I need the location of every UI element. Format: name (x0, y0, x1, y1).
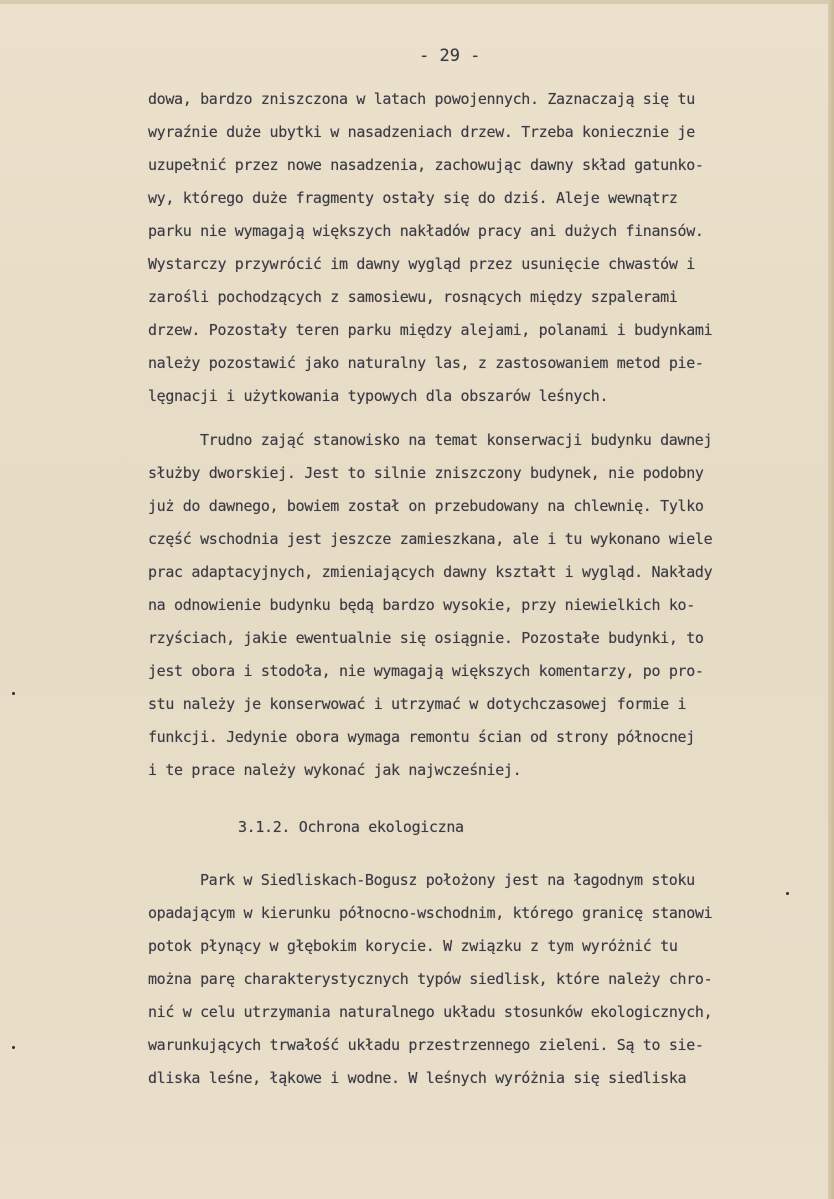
paragraph-2-line-9: stu należy je konserwować i utrzymać w dotychczasowej formie i (148, 695, 687, 713)
paragraph-3-line-7: dliska leśne, łąkowe i wodne. W leśnych wyróżnia się siedliska (148, 1069, 687, 1087)
paragraph-3-line-2: opadającym w kierunku północno-wschodnim, którego granicę stanowi (148, 904, 713, 922)
paragraph-2-line-11: i te prace należy wykonać jak najwcześniej. (148, 761, 522, 779)
paragraph-1-line-1: dowa, bardzo zniszczona w latach powojennych. Zaznaczają się tu (148, 90, 695, 108)
paragraph-1-line-6: Wystarczy przywrócić im dawny wygląd przez usunięcie chwastów i (148, 255, 695, 273)
page-number: - 29 - (419, 46, 481, 66)
paragraph-2-line-10: funkcji. Jedynie obora wymaga remontu ścian od strony północnej (148, 728, 695, 746)
paragraph-1-line-8: drzew. Pozostały teren parku między alejami, polanami i budynkami (148, 321, 713, 339)
section-heading: 3.1.2. Ochrona ekologiczna (238, 818, 464, 836)
paragraph-2-line-2: służby dworskiej. Jest to silnie zniszczony budynek, nie podobny (148, 464, 704, 482)
paragraph-2-line-4: część wschodnia jest jeszcze zamieszkana, ale i tu wykonano wiele (148, 530, 713, 548)
scan-speck (12, 1046, 15, 1049)
paragraph-2-line-6: na odnowienie budynku będą bardzo wysokie, przy niewielkich ko- (148, 596, 695, 614)
paragraph-1-line-4: wy, którego duże fragmenty ostały się do dziś. Aleje wewnątrz (148, 189, 678, 207)
page-right-edge (828, 0, 834, 1199)
scan-speck (12, 692, 15, 695)
paragraph-2-line-5: prac adaptacyjnych, zmieniających dawny kształt i wygląd. Nakłady (148, 563, 713, 581)
paragraph-2-line-8: jest obora i stodoła, nie wymagają większych komentarzy, po pro- (148, 662, 704, 680)
paragraph-3-line-6: warunkujących trwałość układu przestrzennego zieleni. Są to sie- (148, 1036, 704, 1054)
paragraph-3-line-3: potok płynący w głębokim korycie. W związku z tym wyróżnić tu (148, 937, 678, 955)
paragraph-1-line-3: uzupełnić przez nowe nasadzenia, zachowując dawny skład gatunko- (148, 156, 704, 174)
paragraph-2-line-1: Trudno zająć stanowisko na temat konserwacji budynku dawnej (200, 431, 713, 449)
paragraph-1-line-5: parku nie wymagają większych nakładów pracy ani dużych finansów. (148, 222, 704, 240)
paragraph-3-line-4: można parę charakterystycznych typów siedlisk, które należy chro- (148, 970, 713, 988)
paragraph-2-line-7: rzyściach, jakie ewentualnie się osiągnie. Pozostałe budynki, to (148, 629, 704, 647)
paragraph-1-line-7: zarośli pochodzących z samosiewu, rosnących między szpalerami (148, 288, 678, 306)
paragraph-1-line-2: wyraźnie duże ubytki w nasadzeniach drzew. Trzeba koniecznie je (148, 123, 695, 141)
scan-speck (786, 892, 789, 895)
paragraph-2-line-3: już do dawnego, bowiem został on przebudowany na chlewnię. Tylko (148, 497, 704, 515)
paragraph-3-line-5: nić w celu utrzymania naturalnego układu stosunków ekologicznych, (148, 1003, 713, 1021)
paragraph-3-line-1: Park w Siedliskach-Bogusz położony jest na łagodnym stoku (200, 871, 695, 889)
page-top-edge (0, 0, 834, 4)
paragraph-1-line-9: należy pozostawić jako naturalny las, z zastosowaniem metod pie- (148, 354, 704, 372)
paragraph-1-line-10: lęgnacji i użytkowania typowych dla obszarów leśnych. (148, 387, 609, 405)
